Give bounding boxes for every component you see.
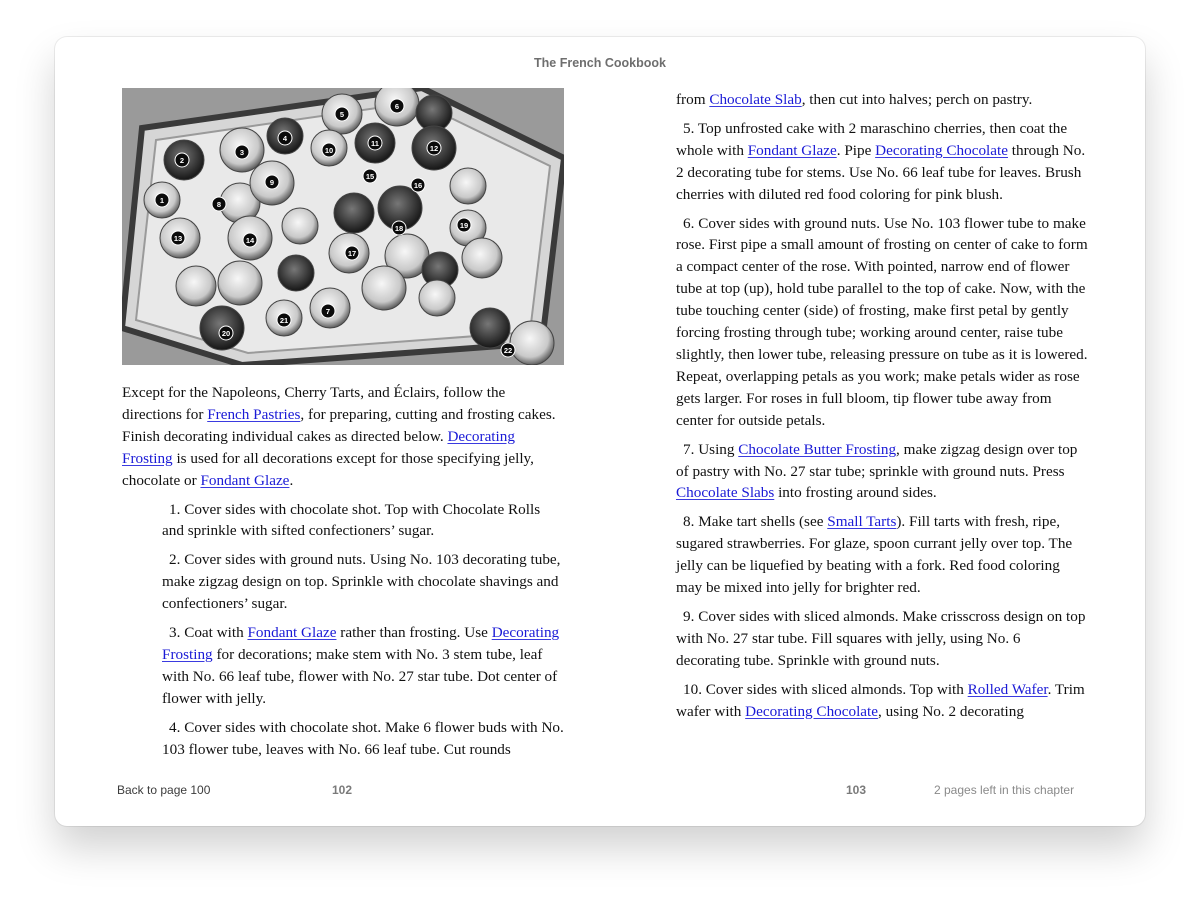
item-8-text-2: ). Fill tarts with fresh, ripe, sugared strawberries. For glaze, spoon currant jelly over top. The jelly can be liquefied by beating with a fork. Red food coloring may be mixed into jelly for brighter red.	[676, 513, 1073, 597]
list-item-3	[122, 622, 564, 710]
item-6-text: 6. Cover sides with ground nuts. Use No. 103 flower tube to make rose. First pipe a small amount of frosting on center of cake to form a compact center of the rose. With pointed, narrow end of flower tube at top (up), hold tube parallel to the top of cake. Now, with the tube touching center (side) of frosting, make first petal by gently forcing frosting through tube; working around center, raise tube slightly, then lower tube, releasing pressure on tube as it is lowered. Repeat, overlapping petals as you work; make petals wider as rose gets larger. For roses in full bloom, tip flower tube away from center for outside petals.	[676, 214, 1088, 429]
item-3-text-3: for decorations; make stem with No. 3 stem tube, leaf with No. 66 leaf tube, flower with No. 27 star tube. Dot center of flower with jelly.	[162, 645, 558, 707]
pages-left-in-chapter: 2 pages left in this chapter	[934, 783, 1075, 797]
pastry-shape	[278, 255, 314, 291]
link-rolled-wafer[interactable]: Rolled Wafer	[967, 680, 1048, 698]
item-5-text-2: . Pipe	[836, 141, 876, 159]
photo-number-label: 20	[221, 329, 231, 338]
item-1-text: 1. Cover sides with chocolate shot. Top with Chocolate Rolls and sprinkle with sifted confectioners’ sugar.	[162, 500, 541, 540]
item-7-text-3: into frosting around sides.	[774, 484, 937, 502]
intro-text-3: is used for all decorations except for those specifying jelly, chocolate or	[122, 449, 534, 489]
link-chocolate-butter-frosting[interactable]: Chocolate Butter Frosting	[738, 440, 897, 458]
list-item-4	[122, 717, 564, 761]
link-fondant-glaze[interactable]: Fondant Glaze	[200, 471, 290, 489]
photo-number-label: 3	[239, 148, 245, 157]
link-french-pastries[interactable]: French Pastries	[207, 405, 301, 423]
reader-window	[55, 37, 1145, 826]
photo-number-label: 15	[365, 172, 375, 181]
item-4-text: 4. Cover sides with chocolate shot. Make 6 flower buds with No. 103 flower tube, leaves with No. 66 leaf tube. Cut rounds	[162, 718, 564, 758]
link-decorating-chocolate[interactable]: Decorating Chocolate	[875, 141, 1008, 159]
link-small-tarts[interactable]: Small Tarts	[827, 513, 897, 531]
pastry-shape	[218, 261, 262, 305]
item-8-text-1: 8. Make tart shells (see	[683, 513, 828, 531]
item-7-text-2: , make zigzag design over top of pastry with No. 27 star tube; sprinkle with ground nuts. Press	[676, 440, 1078, 480]
list-item-5	[676, 118, 1088, 206]
photo-number-label: 5	[339, 110, 345, 119]
link-decorating-chocolate-2[interactable]: Decorating Chocolate	[745, 702, 879, 720]
pastry-shape	[470, 308, 510, 348]
photo-number-label: 21	[279, 316, 289, 325]
photo-number-label: 4	[282, 134, 288, 143]
photo-number-label: 17	[347, 249, 357, 258]
pastry-shape	[362, 266, 406, 310]
link-chocolate-slab[interactable]: Chocolate Slab	[709, 91, 802, 108]
item-9-text: 9. Cover sides with sliced almonds. Make crisscross design on top with No. 27 star tube. Fill squares with jelly, using No. 6 decorating tube. Sprinkle with ground nuts.	[676, 607, 1086, 669]
intro-text-4: .	[289, 471, 294, 489]
left-page-number: 102	[332, 783, 353, 797]
item-2-text: 2. Cover sides with ground nuts. Using No. 103 decorating tube, make zigzag design on top. Sprinkle with chocolate shavings and confectioners’ sugar.	[162, 551, 561, 613]
pastry-shape	[450, 168, 486, 204]
list-item-6	[676, 213, 1088, 432]
list-item-10	[676, 679, 1088, 723]
item-5-text-1: 5. Top unfrosted cake with 2 maraschino cherries, then coat the whole with	[676, 119, 1068, 159]
photo-number-label: 12	[429, 144, 439, 153]
photo-number-label: 22	[503, 346, 513, 355]
pastry-shape	[282, 208, 318, 244]
item-10-text-1: 10. Cover sides with sliced almonds. Top with	[683, 680, 968, 698]
photo-number-label: 10	[324, 146, 334, 155]
pastry-shape	[419, 280, 455, 316]
pastry-shape	[334, 193, 374, 233]
link-decorating-frosting-2[interactable]: Decorating Frosting	[162, 624, 560, 663]
photo-number-label: 6	[394, 102, 400, 111]
photo-number-label: 16	[413, 181, 423, 190]
photo-number-label: 2	[179, 156, 185, 165]
intro-text-2: , for preparing, cutting and frosting cakes. Finish decorating individual cakes as directed below.	[122, 405, 556, 445]
list-item-8	[676, 511, 1088, 599]
item-10-text-3: , using No. 2 decorating	[878, 702, 1024, 720]
photo-number-label: 14	[245, 236, 255, 245]
back-to-page-link[interactable]: Back to page 100	[117, 783, 211, 797]
continued-paragraph	[676, 89, 1088, 111]
cont-text-1: from	[676, 91, 710, 108]
list-item-2	[122, 549, 564, 615]
item-3-text-1: 3. Coat with	[169, 624, 248, 642]
photo-number-label: 7	[325, 307, 331, 316]
photo-number-label: 13	[173, 234, 183, 243]
intro-text-1: Except for the Napoleons, Cherry Tarts, and Éclairs, follow the directions for	[122, 384, 506, 423]
item-5-text-3: through No. 2 decorating tube for stems. Use No. 66 leaf tube for leaves. Brush cherries with diluted red food coloring for pink blush.	[676, 141, 1086, 203]
photo-number-label: 9	[269, 178, 275, 187]
pastry-shape	[176, 266, 216, 306]
photo-number-label: 19	[459, 221, 469, 230]
pastry-shape	[510, 321, 554, 365]
right-page	[676, 89, 1088, 729]
photo-number-label: 1	[159, 196, 165, 205]
item-7-text-1: 7. Using	[683, 440, 739, 458]
left-page	[122, 88, 564, 768]
photo-number-label: 8	[216, 200, 222, 209]
link-fondant-glaze-3[interactable]: Fondant Glaze	[747, 141, 837, 159]
intro-paragraph	[122, 382, 564, 492]
link-decorating-frosting[interactable]: Decorating Frosting	[122, 427, 515, 467]
pastry-shape	[462, 238, 502, 278]
list-item-7	[676, 439, 1088, 505]
book-title: The French Cookbook	[534, 56, 666, 70]
list-item-9	[676, 606, 1088, 672]
pastry-tray-photo	[122, 88, 564, 365]
item-10-text-2: . Trim wafer with	[676, 680, 1085, 720]
photo-number-label: 18	[394, 224, 404, 233]
right-page-number: 103	[846, 783, 867, 797]
photo-number-label: 11	[371, 139, 379, 148]
link-chocolate-slabs[interactable]: Chocolate Slabs	[676, 484, 775, 502]
cont-text-2: , then cut into halves; perch on pastry.	[801, 91, 1033, 108]
list-item-1	[122, 499, 564, 543]
link-fondant-glaze-2[interactable]: Fondant Glaze	[247, 624, 337, 642]
item-3-text-2: rather than frosting. Use	[336, 624, 492, 642]
